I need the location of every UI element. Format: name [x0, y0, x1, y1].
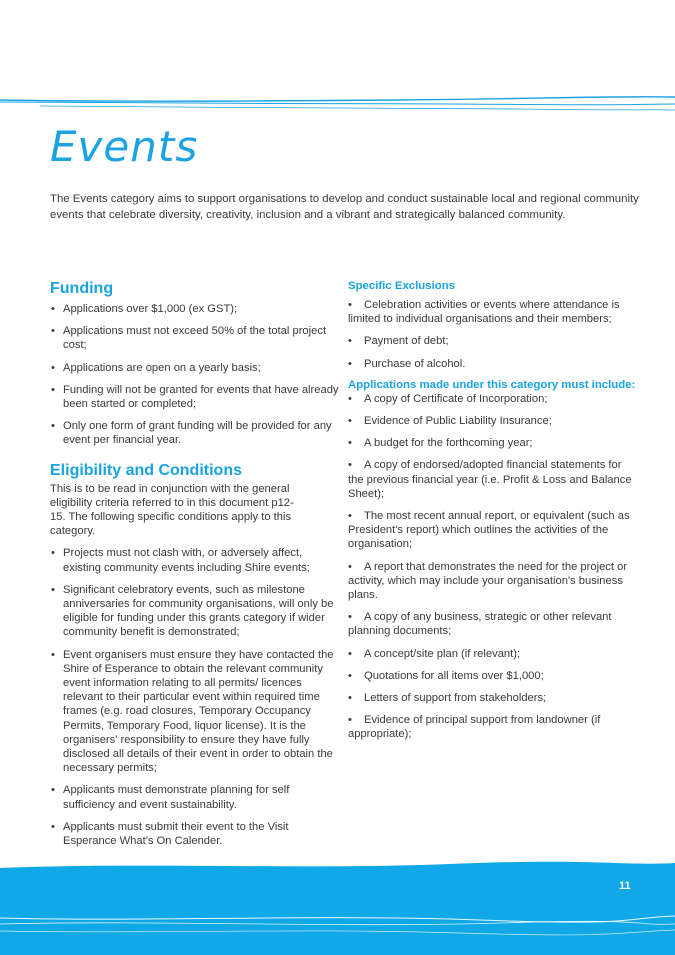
list-item: • Applicants must demonstrate planning for self sufficiency and event sustainability.	[50, 783, 340, 811]
bullet-icon: •	[348, 357, 352, 370]
bullet-icon: •	[348, 299, 352, 311]
intro-paragraph: The Events category aims to support organisations to develop and conduct sustainable local and regional community events that celebrate diversity, creativity, inclusion and a vibrant and strategically balanced community.	[50, 193, 639, 221]
list-item: • A copy of endorsed/adopted financial statements for the previous financial year (i.e. Profit & Loss and Balance Sheet);	[348, 459, 632, 500]
list-item: • Applicants must submit their event to the Visit Esperance What's On Calender.	[50, 820, 340, 848]
bullet-icon: •	[348, 669, 352, 682]
bullet-icon: •	[348, 647, 352, 660]
list-item: • Projects must not clash with, or adversely affect, existing community events including Shire events;	[50, 546, 340, 574]
exclusions-heading: Specific Exclusions	[348, 280, 455, 292]
bullet-icon: •	[348, 510, 352, 523]
list-item: • Applications are open on a yearly basis;	[50, 361, 340, 375]
list-item: • Payment of debt;	[348, 335, 449, 348]
list-item: • The most recent annual report, or equivalent (such as President's report) which outlines the activities of the organisation;	[348, 510, 630, 551]
page-number: 11	[619, 880, 631, 892]
exclusions-list	[348, 298, 638, 371]
list-item: • Celebration activities or events where attendance is limited to individual organisations and their members;	[348, 299, 620, 326]
list-item: • Letters of support from stakeholders;	[348, 692, 547, 705]
list-item: • A copy of any business, strategic or other relevant planning documents;	[348, 611, 612, 638]
bullet-icon: •	[348, 415, 352, 428]
list-item: • Funding will not be granted for events that have already been started or completed;	[50, 383, 340, 411]
right-column	[348, 280, 638, 742]
eligibility-intro: This is to be read in conjunction with the general eligibility criteria referred to in this document p12-15. The following specific conditions apply to this category.	[50, 482, 294, 538]
bullet-icon: •	[348, 560, 352, 573]
bullet-icon: •	[348, 392, 352, 405]
bullet-icon: •	[348, 437, 352, 450]
list-item: • Purchase of alcohol.	[348, 357, 466, 370]
list-item: • Applications over $1,000 (ex GST);	[50, 302, 340, 316]
list-item: • A report that demonstrates the need for the project or activity, which may include your organisation's business plans.	[348, 560, 628, 602]
bullet-icon: •	[348, 611, 352, 624]
list-item: • Significant celebratory events, such as milestone anniversaries for community organisations, will only be eligible for funding under this grants category if wider community benefit is demonstrated;	[50, 583, 340, 640]
list-item: • Evidence of principal support from landowner (if appropriate);	[348, 714, 601, 741]
list-item: • Applications must not exceed 50% of the total project cost;	[50, 324, 340, 352]
funding-heading: Funding	[50, 280, 114, 297]
left-column	[50, 280, 340, 848]
list-item: • Only one form of grant funding will be provided for any event per financial year.	[50, 419, 340, 447]
requirements-heading: Applications made under this category must include:	[348, 378, 636, 391]
list-item: • A copy of Certificate of Incorporation;	[348, 392, 548, 405]
list-item: • Quotations for all items over $1,000;	[348, 669, 544, 682]
header-wave-decoration	[0, 88, 675, 118]
list-item: • Evidence of Public Liability Insurance;	[348, 415, 552, 428]
bullet-icon: •	[348, 714, 352, 727]
bullet-icon: •	[348, 692, 352, 705]
bullet-icon: •	[348, 459, 352, 472]
list-item: • Event organisers must ensure they have contacted the Shire of Esperance to obtain the relevant community event information relating to all permits/ licences relevant to their particular event within required time frames (e.g. road closures, Temporary Occupancy Permits, Temporary Food, liquor license). It is the organisers' responsibility to ensure they have fully disclosed all details of their event in order to obtain the necessary permits;	[50, 648, 340, 776]
footer-wave-band	[0, 860, 675, 955]
list-item: • A budget for the forthcoming year;	[348, 437, 533, 450]
eligibility-heading: Eligibility and Conditions	[50, 461, 242, 479]
eligibility-list	[50, 546, 340, 848]
bullet-icon: •	[348, 335, 352, 348]
requirements-list	[348, 392, 638, 742]
list-item: • A concept/site plan (if relevant);	[348, 647, 521, 660]
page-title: Events	[50, 122, 199, 171]
funding-list	[50, 302, 340, 448]
